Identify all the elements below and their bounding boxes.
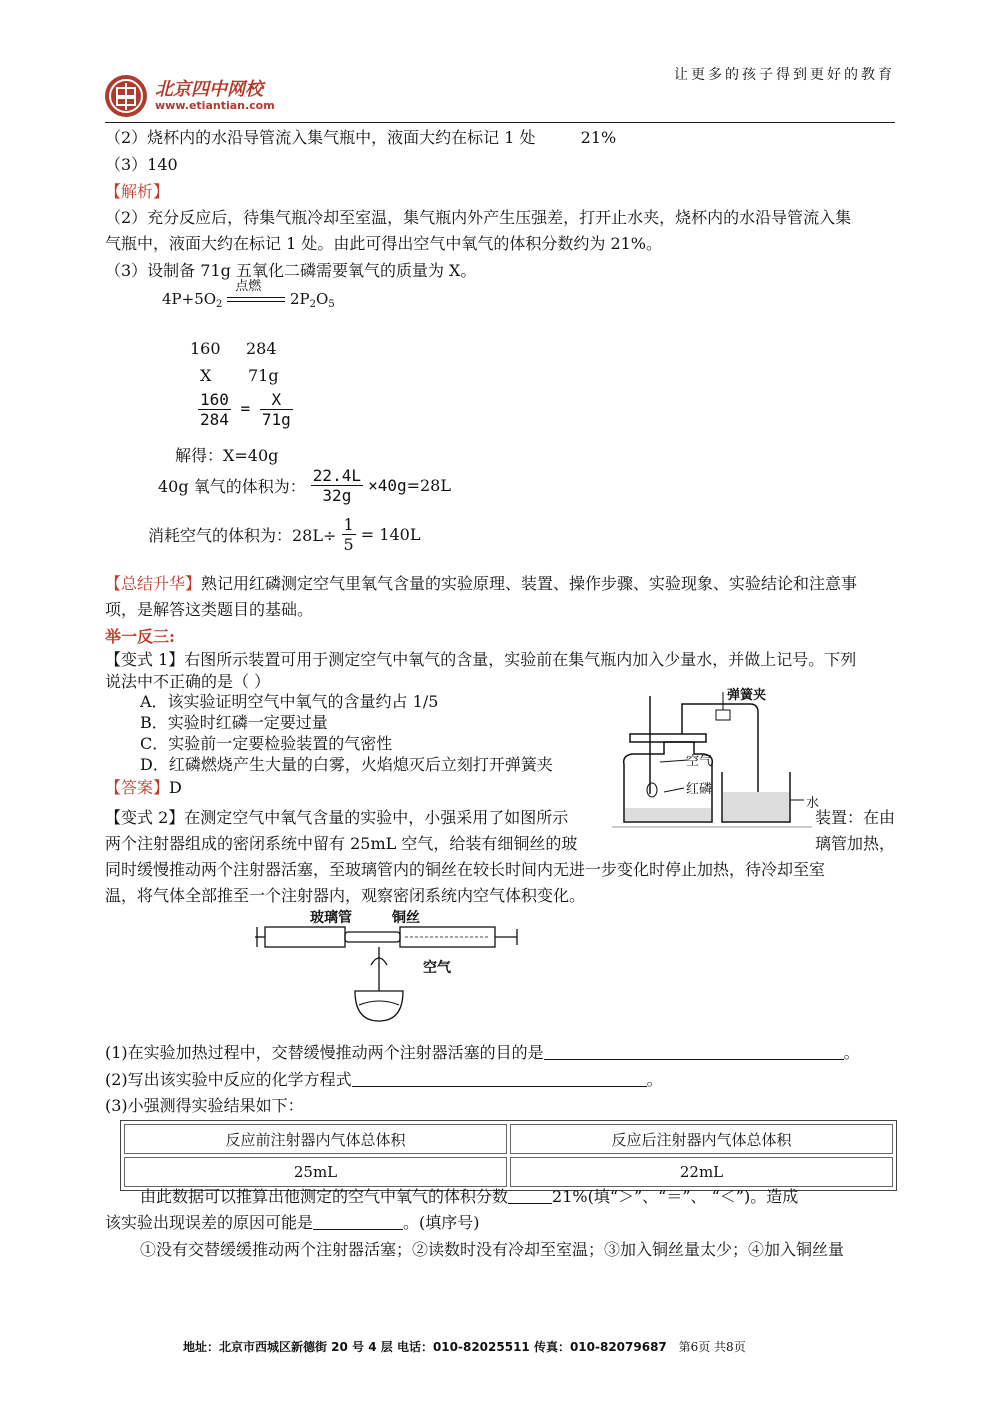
header-rule	[105, 122, 895, 123]
analysis-p2: （3）设制备 71g 五氧化二磷需要氧气的质量为 X。	[105, 261, 477, 280]
results-table	[120, 1120, 897, 1191]
label-red-phosphorus: 红磷	[686, 782, 713, 797]
label-spring-clip: 弹簧夹	[727, 688, 767, 703]
label-copper-wire: 铜丝	[392, 910, 420, 926]
label-glass-tube: 玻璃管	[310, 910, 352, 926]
unknown-x: X	[200, 366, 212, 385]
table-header-cell: 反应前注射器内气体总体积	[124, 1124, 507, 1154]
v1-option-b: B．实验时红磷一定要过量	[140, 713, 328, 732]
logo	[103, 73, 293, 118]
apparatus-drawing	[612, 682, 827, 832]
logo-url: www.etiantian.com	[155, 99, 275, 112]
table-cell: 22mL	[510, 1157, 893, 1187]
variations-heading: 举一反三:	[105, 627, 175, 646]
volume-line: 40g 氧气的体积为： $\frac{22.4L}{32g}$ ×40g=28L	[158, 466, 451, 505]
slogan: 让更多的孩子得到更好的教育	[674, 67, 895, 83]
chem-equation: $4P+5O_2$ 点燃 $2P_2O_5$	[162, 290, 335, 310]
v1-option-d: D．红磷燃烧产生大量的白雾，火焰熄灭后立刻打开弹簧夹	[140, 755, 553, 774]
v2-line-2-end: 璃管加热，	[815, 834, 896, 853]
v2-conclusion-1: 由此数据可以推算出他测定的空气中氧气的体积分数 21%(填“＞”、“＝”、 “＜”)。造成	[140, 1187, 799, 1206]
molar-mass-1: 160	[190, 339, 221, 358]
v1-option-a: A．该实验证明空气中氧气的含量约占 1/5	[140, 692, 439, 711]
logo-emblem-icon	[103, 73, 149, 119]
v2-line-4: 温，将气体全部推至一个注射器内，观察密闭系统内空气体积变化。	[105, 886, 586, 905]
table-header-cell: 反应后注射器内气体总体积	[510, 1124, 893, 1154]
q2-blank[interactable]	[352, 1072, 647, 1087]
figure-phosphorus-apparatus	[612, 682, 827, 832]
answer-2-value: 21%	[580, 128, 617, 147]
v2-conclusion-2: 该实验出现误差的原因可能是 。(填序号)	[105, 1213, 480, 1232]
reaction-condition: 点燃	[235, 279, 262, 294]
fraction-blank[interactable]	[508, 1189, 552, 1204]
label-air: 空气	[686, 754, 713, 769]
summary-line-a: 【总结升华】熟记用红磷测定空气里氧气含量的实验原理、装置、操作步骤、实验现象、实验结论和注意事	[105, 574, 858, 593]
v1-stem-a: 【变式 1】右图所示装置可用于测定空气中氧气的含量，实验前在集气瓶内加入少量水，并做上记号。下列	[105, 650, 857, 669]
footer	[183, 1338, 746, 1355]
logo-name: 北京四中网校	[155, 79, 263, 100]
figure-syringe-apparatus	[255, 905, 525, 1030]
v2-line-3: 同时缓慢推动两个注射器活塞，至玻璃管内的铜丝在较长时间内无进一步变化时停止加热，待冷却至室	[105, 860, 826, 879]
v1-answer: 【答案】D	[105, 778, 182, 797]
label-air-2: 空气	[423, 960, 451, 976]
label-water: 水	[806, 796, 820, 811]
reason-blank[interactable]	[313, 1215, 403, 1230]
v1-option-c: C．实验前一定要检验装置的气密性	[140, 734, 393, 753]
summary-label: 【总结升华】	[105, 574, 202, 593]
footer-address: 地址：北京市西城区新德街 20 号 4 层 电话：010-82025511 传真：010-82079687	[183, 1340, 667, 1354]
v2-q1: (1)在实验加热过程中，交替缓慢推动两个注射器活塞的目的是 。	[105, 1043, 860, 1062]
proportion: $\frac{160}{284}$ = $\frac{X}{71g}$	[200, 390, 291, 429]
v2-q3: (3)小强测得实验结果如下：	[105, 1096, 304, 1115]
v2-line-2: 两个注射器组成的密闭系统中留有 25mL 空气，给装有细铜丝的玻	[105, 834, 578, 853]
mass-71g: 71g	[248, 366, 279, 385]
analysis-label: 【解析】	[105, 182, 170, 201]
q1-blank[interactable]	[544, 1045, 844, 1060]
v2-line-1: 【变式 2】在测定空气中氧气含量的实验中，小强采用了如图所示	[105, 808, 569, 827]
solve-line: 解得：X=40g	[175, 446, 279, 465]
table-header-row	[124, 1124, 893, 1154]
answer-2: （2）烧杯内的水沿导管流入集气瓶中，液面大约在标记 1 处 21%	[105, 128, 617, 147]
v2-q2: (2)写出该实验中反应的化学方程式 。	[105, 1070, 663, 1089]
footer-page: 第6页 共8页	[678, 1340, 746, 1354]
table-cell: 25mL	[124, 1157, 507, 1187]
v2-reasons: ①没有交替缓缓推动两个注射器活塞；②读数时没有冷却至室温；③加入铜丝量太少；④加入铜丝量	[140, 1240, 845, 1259]
v2-line-1-end: 装置：在由	[815, 808, 896, 827]
syringe-drawing	[255, 905, 525, 1030]
table-row	[124, 1157, 893, 1187]
answer-3: （3）140	[105, 155, 178, 174]
v1-stem-b: 说法中不正确的是（ ）	[105, 672, 271, 691]
molar-mass-2: 284	[246, 339, 277, 358]
air-volume-line: 消耗空气的体积为：28L÷ $\frac{1}{5}$ = 140L	[148, 515, 421, 554]
summary-line-b: 项，是解答这类题目的基础。	[105, 600, 314, 619]
analysis-p1a: （2）充分反应后，待集气瓶冷却至室温，集气瓶内外产生压强差，打开止水夹，烧杯内的水沿导管流入集	[105, 208, 852, 227]
analysis-p1b: 气瓶中，液面大约在标记 1 处。由此可得出空气中氧气的体积分数约为 21%。	[105, 234, 663, 253]
